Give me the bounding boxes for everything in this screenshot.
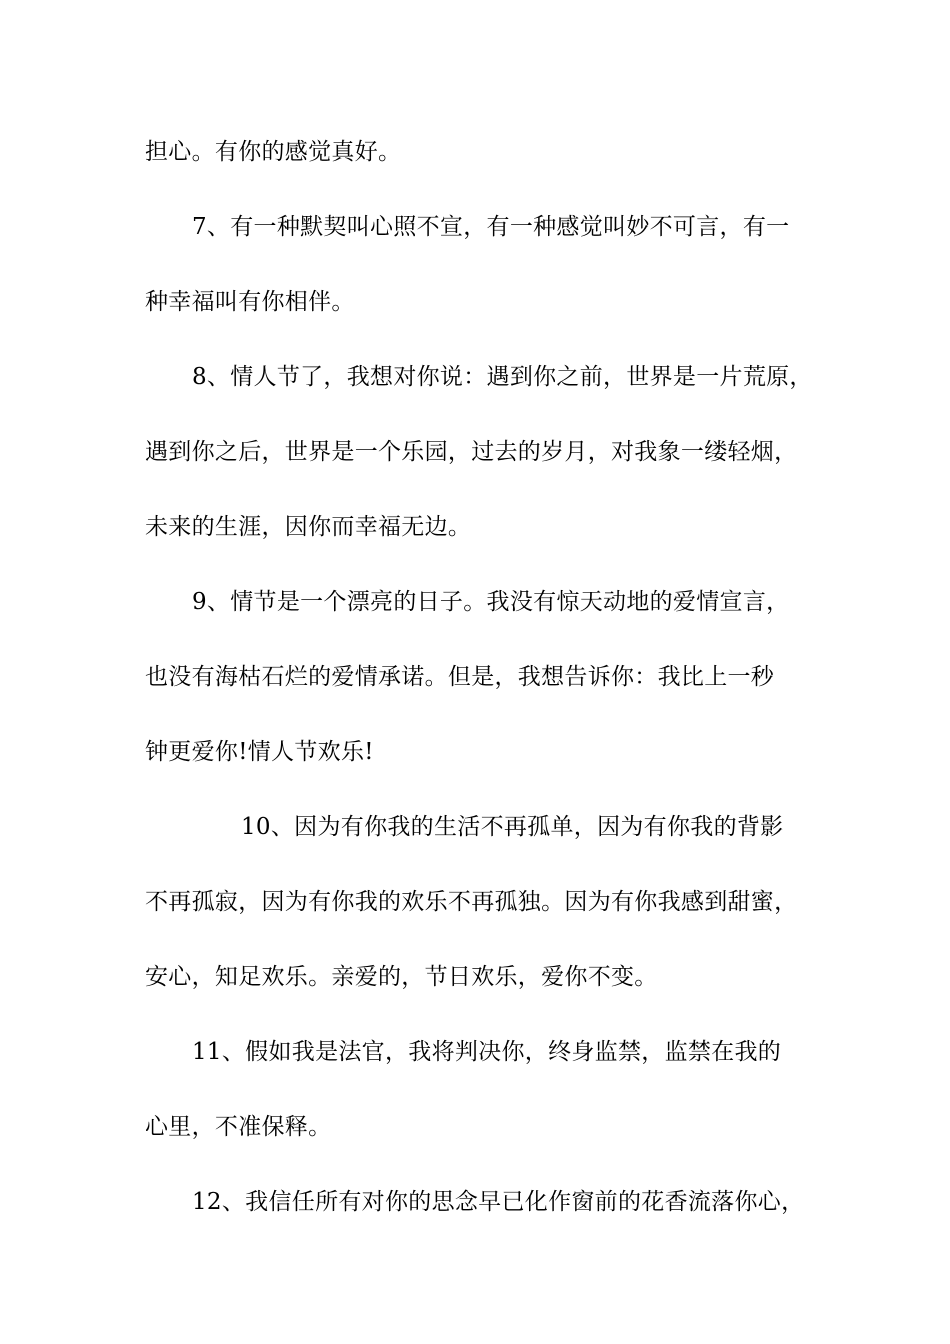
text-line: 12、我信任所有对你的思念早已化作窗前的花香流落你心， <box>192 1189 805 1215</box>
text-line: 7、有一种默契叫心照不宣，有一种感觉叫妙不可言，有一 <box>192 214 790 240</box>
text-line: 钟更爱你!情人节欢乐! <box>145 739 374 765</box>
text-line: 8、情人节了，我想对你说：遇到你之前，世界是一片荒原， <box>192 364 813 390</box>
text-line: 遇到你之后，世界是一个乐园，过去的岁月，对我象一缕轻烟， <box>145 439 798 465</box>
text-line: 不再孤寂，因为有你我的欢乐不再孤独。因为有你我感到甜蜜， <box>145 889 798 915</box>
text-line: 9、情节是一个漂亮的日子。我没有惊天动地的爱情宣言， <box>192 589 790 615</box>
text-line: 11、假如我是法官，我将判决你，终身监禁，监禁在我的 <box>192 1039 782 1065</box>
text-line: 也没有海枯石烂的爱情承诺。但是，我想告诉你：我比上一秒 <box>145 664 775 690</box>
text-line: 担心。有你的感觉真好。 <box>145 139 402 165</box>
text-line: 10、因为有你我的生活不再孤单，因为有你我的背影 <box>241 814 784 840</box>
text-line: 心里，不准保释。 <box>145 1114 332 1140</box>
text-line: 种幸福叫有你相伴。 <box>145 289 355 315</box>
text-line: 未来的生涯，因你而幸福无边。 <box>145 514 472 540</box>
text-line: 安心，知足欢乐。亲爱的，节日欢乐，爱你不变。 <box>145 964 658 990</box>
